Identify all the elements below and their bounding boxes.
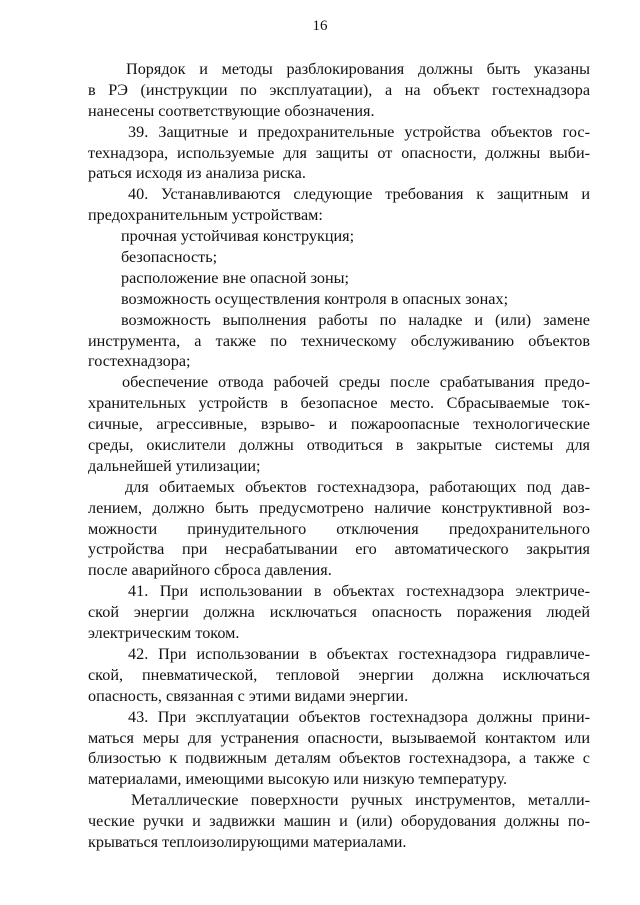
text-line: Порядок и методы разблокирования должны быть указаны [126, 60, 590, 78]
text-line: ской, пневматической, тепловой энергии должна исключаться [88, 665, 590, 684]
text-line: прочная устойчивая конструкция; [121, 227, 355, 246]
text-line: среды, окислители должны отводиться в закрытые системы для [88, 436, 590, 455]
text-line: инструмента, а также по техническому обслуживанию объектов [88, 331, 590, 350]
text-line: технадзора, используемые для защиты от опасности, должны выби- [88, 143, 590, 162]
text-line: раться исходя из анализа риска. [88, 164, 306, 183]
text-line: возможность выполнения работы по наладке и (или) замене [121, 310, 590, 329]
text-line: 42. При использовании в объектах гостехнадзора гидравличе- [128, 644, 590, 663]
text-line: нанесены соответствующие обозначения. [88, 101, 375, 120]
text-line: 39. Защитные и предохранительные устройства объектов гос- [128, 122, 590, 141]
page-number: 16 [312, 18, 328, 34]
text-line: крываться теплоизолирующими материалами. [88, 832, 407, 851]
text-line: безопасность; [121, 248, 218, 267]
text-line: электрическим током. [88, 624, 240, 643]
document-body [88, 59, 590, 853]
text-line: Металлические поверхности ручных инструментов, металли- [131, 791, 590, 810]
text-line: 43. При эксплуатации объектов гостехнадзора должны прини- [128, 707, 590, 726]
text-line: хранительных устройств в безопасное место. Сбрасываемые ток- [88, 394, 590, 413]
text-line: материалами, имеющими высокую или низкую температуру. [88, 770, 508, 789]
text-line: ческие ручки и задвижки машин и (или) оборудования должны по- [88, 812, 590, 831]
text-line: дальнейшей утилизации; [88, 456, 261, 475]
text-line: расположение вне опасной зоны; [121, 268, 350, 287]
text-line: гостехнадзора; [88, 352, 191, 371]
text-line: близостью к подвижным деталям объектов гостехнадзора, а также с [88, 749, 590, 768]
text-line: после аварийного сброса давления. [88, 561, 332, 580]
text-line: возможность осуществления контроля в опасных зонах; [121, 289, 509, 308]
text-line: обеспечение отвода рабочей среды после срабатывания предо- [122, 373, 590, 392]
text-line: предохранительным устройствам: [88, 206, 323, 225]
text-line: в РЭ (инструкции по эксплуатации), а на объект гостехнадзора [88, 80, 590, 99]
text-line: 41. При использовании в объектах гостехнадзора электриче- [128, 582, 590, 601]
text-line: для обитаемых объектов гостехнадзора, работающих под дав- [125, 477, 590, 496]
text-line: устройства при несрабатывании его автоматического закрытия [88, 540, 590, 559]
text-line: можности принудительного отключения предохранительного [88, 519, 590, 538]
text-line: 40. Устанавливаются следующие требования к защитным и [128, 185, 590, 204]
text-line: ской энергии должна исключаться опасность поражения людей [88, 603, 590, 622]
text-line: сичные, агрессивные, взрыво- и пожароопасные технологические [88, 415, 590, 434]
text-line: маться меры для устранения опасности, вызываемой контактом или [88, 728, 590, 747]
text-line: лением, должно быть предусмотрено наличие конструктивной воз- [88, 498, 590, 517]
text-line: опасность, связанная с этими видами энергии. [88, 686, 409, 705]
